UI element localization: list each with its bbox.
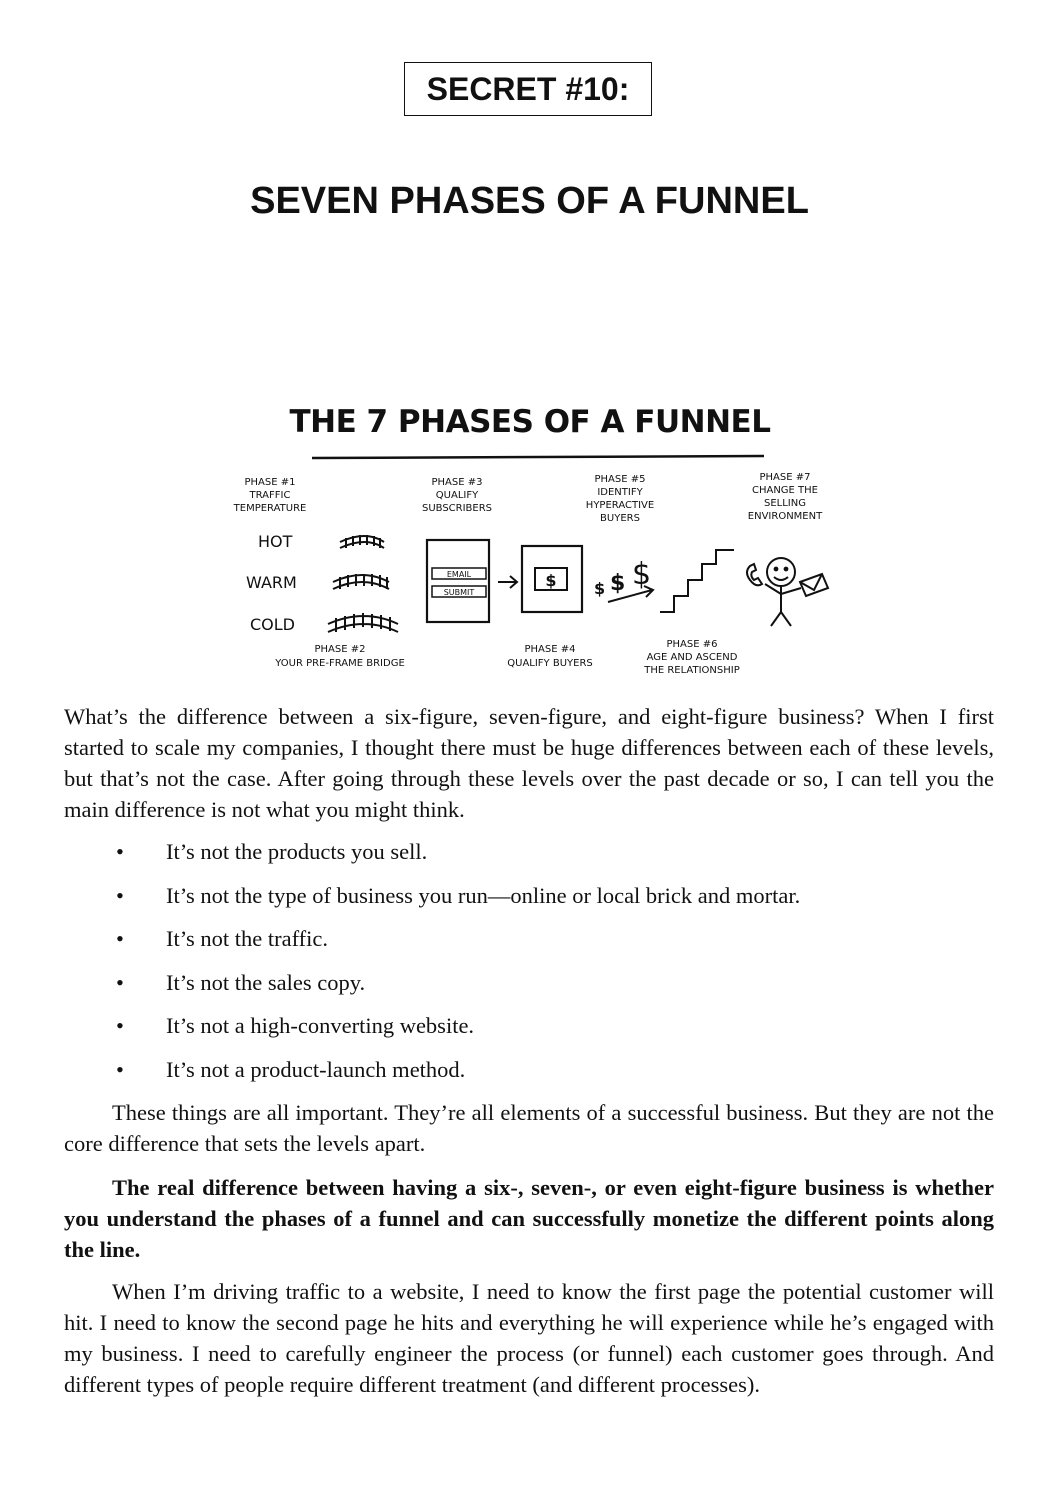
list-item — [64, 1054, 994, 1098]
phase3-label-1: PHASE #3 — [431, 477, 483, 488]
list-item-text: It’s not the traffic. — [166, 926, 329, 952]
phase7-label-2: CHANGE THE — [751, 485, 819, 496]
dollar-large: $ — [632, 557, 652, 592]
phase5-label-1: PHASE #5 — [594, 474, 646, 485]
sales-page-dollar: $ — [545, 571, 557, 590]
title-underline — [312, 456, 764, 458]
bullet-dot: • — [116, 926, 124, 952]
phase6-label-3: THE RELATIONSHIP — [644, 665, 740, 676]
phase5-label-4: BUYERS — [600, 513, 640, 524]
dollar-medium: $ — [610, 571, 626, 596]
list-item — [64, 880, 994, 924]
list-item-text: It’s not the products you sell. — [166, 839, 428, 864]
temp-hot: HOT — [258, 532, 293, 551]
head-icon — [767, 558, 795, 586]
funnel-phases-illustration — [220, 390, 840, 690]
bullet-dot: • — [116, 969, 124, 995]
secret-label: SECRET #10: — [426, 70, 630, 107]
phase7-label-4: ENVIRONMENT — [747, 511, 823, 522]
list-item — [64, 923, 994, 967]
list-item-text: It’s not the type of business you run—online or local brick and mortar. — [166, 882, 801, 908]
phase3-label-2: QUALIFY — [435, 490, 479, 501]
bullet-dot: • — [116, 1013, 124, 1039]
phase7-label-1: PHASE #7 — [759, 472, 811, 483]
real-difference-paragraph: The real difference between having a six-, seven-, or even eight-figure business is whether you understand the phases of a funnel and can successfully monetize the different points along the line. — [64, 1175, 994, 1262]
bullet-dot: • — [116, 882, 124, 908]
phase6-label-1: PHASE #6 — [666, 639, 718, 650]
phase1-label-2: TRAFFIC — [249, 490, 291, 501]
phase7-label-3: SELLING — [764, 498, 806, 509]
bridge-warm-icon — [333, 574, 389, 589]
list-item — [64, 1010, 994, 1054]
phase1-label-1: PHASE #1 — [244, 477, 296, 488]
phase3-label-3: SUBSCRIBERS — [421, 503, 493, 514]
phase1-label-3: TEMPERATURE — [233, 503, 307, 514]
list-item — [64, 967, 994, 1011]
phone-icon — [747, 564, 762, 585]
things-important-paragraph: These things are all important. They’re all elements of a successful business. But they are not the core difference that sets the levels apart. — [64, 1100, 994, 1156]
temp-warm: WARM — [246, 573, 297, 592]
list-item-text: It’s not the sales copy. — [166, 969, 366, 995]
phase4-label-1: PHASE #4 — [524, 644, 576, 655]
list-item-text: It’s not a high-converting website. — [166, 1013, 475, 1039]
phase5-label-2: IDENTIFY — [597, 487, 643, 498]
phase2-label-1: PHASE #2 — [314, 644, 366, 655]
list-item-text: It’s not a product-launch method. — [166, 1056, 466, 1082]
bridge-hot-icon — [340, 535, 384, 548]
phase4-label-2: QUALIFY BUYERS — [507, 658, 593, 669]
submit-field-text: SUBMIT — [443, 588, 475, 597]
funnel-phases-drawing — [220, 390, 840, 690]
list-item — [64, 836, 994, 880]
driving-traffic-paragraph: When I’m driving traffic to a website, I need to know the first page the potential customer will hit. I need to know the second page he hits and everything he will experience while he’s engaged with my business. I need to carefully engineer the process (or funnel) each customer goes through. And different types of people require different treatment (and different processes). — [64, 1279, 994, 1397]
phase6-label-2: AGE AND ASCEND — [646, 652, 738, 663]
envelope-icon — [800, 574, 828, 596]
bridge-icons — [328, 535, 398, 632]
intro-paragraph: What’s the difference between a six-figure, seven-figure, and eight-figure business? When I first started to scale my companies, I thought there must be huge differences between each of these levels, but that’s not the case. After going through these levels over the past decade or so, I can tell you the main difference is not what you might think. — [64, 704, 994, 822]
bullet-dot: • — [116, 839, 124, 864]
figure-title: THE 7 PHASES OF A FUNNEL — [289, 404, 771, 440]
not-the-difference-list — [64, 836, 994, 1098]
phase5-label-3: HYPERACTIVE — [585, 500, 655, 511]
secret-number-box — [404, 62, 652, 116]
phase2-label-2: YOUR PRE-FRAME BRIDGE — [275, 658, 405, 669]
bridge-cold-icon — [328, 613, 398, 632]
stick-figure-icon — [747, 558, 828, 626]
optin-page-icon — [427, 540, 489, 622]
temp-cold: COLD — [250, 615, 295, 634]
arrow-right-icon — [498, 576, 517, 588]
dollar-small: $ — [594, 579, 606, 598]
chapter-title: SEVEN PHASES OF A FUNNEL — [250, 180, 809, 222]
bullet-dot: • — [116, 1056, 124, 1082]
staircase-icon — [660, 550, 734, 612]
email-field-text: EMAIL — [446, 570, 472, 579]
